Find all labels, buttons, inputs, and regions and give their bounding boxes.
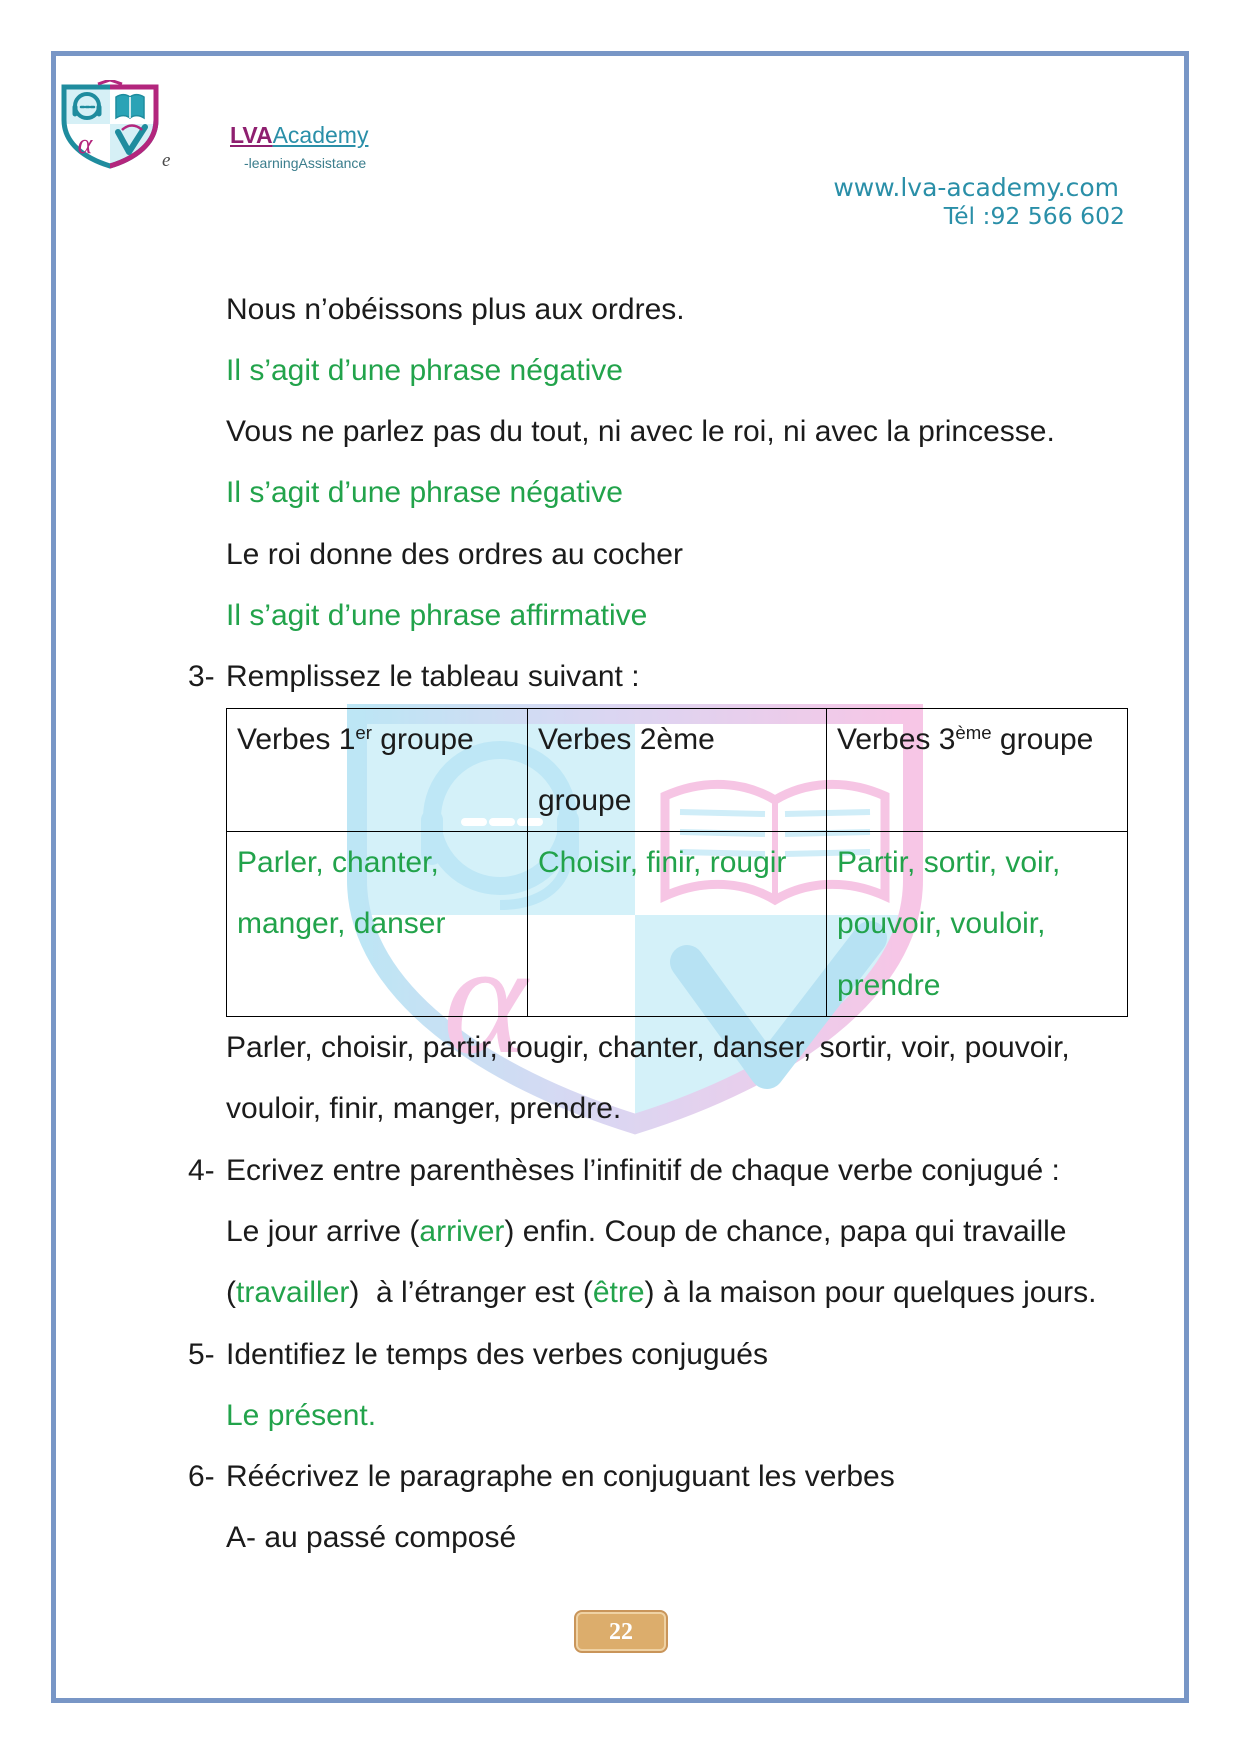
worksheet-content <box>188 279 1131 1569</box>
table-header-cell <box>528 708 827 832</box>
text-line <box>188 1446 1131 1507</box>
cell-line <box>837 832 1117 893</box>
text-segment: Verbes 1 <box>237 722 356 756</box>
text-segment: Ecrivez entre parenthèses l’infinitif de chaque verbe conjugué : <box>226 1153 1060 1187</box>
text-segment: groupe <box>991 722 1094 756</box>
brand-name <box>230 122 368 148</box>
table-cell <box>827 832 1128 1017</box>
answer-text: Il s’agit d’une phrase affirmative <box>226 598 648 632</box>
table-header-row <box>227 708 1128 832</box>
table-row <box>227 832 1128 1017</box>
answer-text: Choisir, finir, rougir <box>538 846 787 880</box>
answer-text: manger, danser <box>237 907 446 941</box>
text-segment: ) à l’étranger est ( <box>349 1276 593 1310</box>
answer-text: pouvoir, vouloir, <box>837 907 1046 941</box>
watermark-alpha: α <box>443 909 527 1087</box>
text-segment: ) à la maison pour quelques jours. <box>644 1276 1097 1310</box>
text-line <box>188 1324 1131 1385</box>
table-cell <box>227 832 528 1017</box>
answer-text: travailler <box>236 1276 350 1310</box>
lva-logo <box>58 80 162 170</box>
lines-after-table <box>188 1017 1131 1569</box>
page-number: 22 <box>609 1618 633 1645</box>
ordinal-suffix: er <box>355 721 372 743</box>
answer-text: Il s’agit d’une phrase négative <box>226 353 623 387</box>
text-segment: Réécrivez le paragraphe en conjuguant les verbes <box>226 1460 895 1494</box>
text-line <box>226 1262 1131 1323</box>
item-number: 4- <box>188 1153 215 1187</box>
text-segment: Verbes 3 <box>837 722 956 756</box>
cell-line <box>538 770 816 831</box>
text-line <box>226 1385 1131 1446</box>
text-segment: Le roi donne des ordres au cocher <box>226 537 683 571</box>
brand-name-lva: LVA <box>230 122 273 148</box>
ordinal-suffix: ème <box>955 721 992 743</box>
cell-line <box>237 832 517 893</box>
text-segment: groupe <box>538 783 632 817</box>
text-line <box>226 1017 1131 1078</box>
table-body <box>227 832 1128 1017</box>
cell-line <box>837 955 1117 1016</box>
text-segment: Remplissez le tableau suivant : <box>226 660 640 694</box>
text-segment: A- au passé composé <box>226 1521 517 1555</box>
lines-before-table <box>188 279 1131 708</box>
text-segment: ) enfin. Coup de chance, papa qui travaille <box>504 1214 1067 1248</box>
cell-line <box>237 893 517 954</box>
text-line <box>226 1507 1131 1568</box>
text-segment: Le jour arrive ( <box>226 1214 420 1248</box>
table-header-cell <box>227 708 528 832</box>
answer-text: prendre <box>837 968 941 1002</box>
answer-text: Partir, sortir, voir, <box>837 846 1061 880</box>
text-line <box>226 340 1131 401</box>
answer-text: être <box>592 1276 645 1310</box>
text-segment: vouloir, finir, manger, prendre. <box>226 1092 622 1126</box>
text-segment: ( <box>226 1276 236 1310</box>
cell-line <box>837 709 1117 770</box>
item-number: 3- <box>188 660 215 694</box>
verb-groups-table <box>226 708 1128 1017</box>
text-segment: Vous ne parlez pas du tout, ni avec le roi, ni avec la princesse. <box>226 415 1055 449</box>
text-line <box>188 646 1131 707</box>
answer-text: Le présent. <box>226 1398 377 1432</box>
text-segment: Parler, choisir, partir, rougir, chanter, danser, sortir, voir, pouvoir, <box>226 1031 1070 1065</box>
text-segment: Nous n’obéissons plus aux ordres. <box>226 292 685 326</box>
answer-text: arriver <box>419 1214 505 1248</box>
brand-mark: e <box>162 150 171 171</box>
answer-text: Il s’agit d’une phrase négative <box>226 476 623 510</box>
cell-line <box>538 832 816 893</box>
brand-name-academy: Academy <box>272 122 369 148</box>
item-number: 6- <box>188 1460 215 1494</box>
cell-line <box>538 709 816 770</box>
text-line <box>226 524 1131 585</box>
alpha-letter: α <box>77 129 93 160</box>
text-line <box>226 401 1131 462</box>
text-segment: groupe <box>371 722 474 756</box>
text-line <box>226 1078 1131 1139</box>
table-header-cell <box>827 708 1128 832</box>
text-line <box>188 1140 1131 1201</box>
page-number-badge <box>576 1612 666 1651</box>
answer-text: Parler, chanter, <box>237 846 439 880</box>
text-line <box>226 1201 1131 1262</box>
text-line <box>226 585 1131 646</box>
brand-tagline: -learningAssistance <box>244 155 367 171</box>
text-line <box>226 279 1131 340</box>
text-segment: Verbes 2ème <box>538 722 715 756</box>
item-number: 5- <box>188 1337 215 1371</box>
text-line <box>226 462 1131 523</box>
phone-number: Tél :92 566 602 <box>943 202 1125 230</box>
table-cell <box>528 832 827 1017</box>
website-address: www.lva-academy.com <box>833 173 1119 202</box>
text-segment: Identifiez le temps des verbes conjugués <box>226 1337 768 1371</box>
table-head <box>227 708 1128 832</box>
cell-line <box>237 709 517 770</box>
cell-line <box>837 893 1117 954</box>
